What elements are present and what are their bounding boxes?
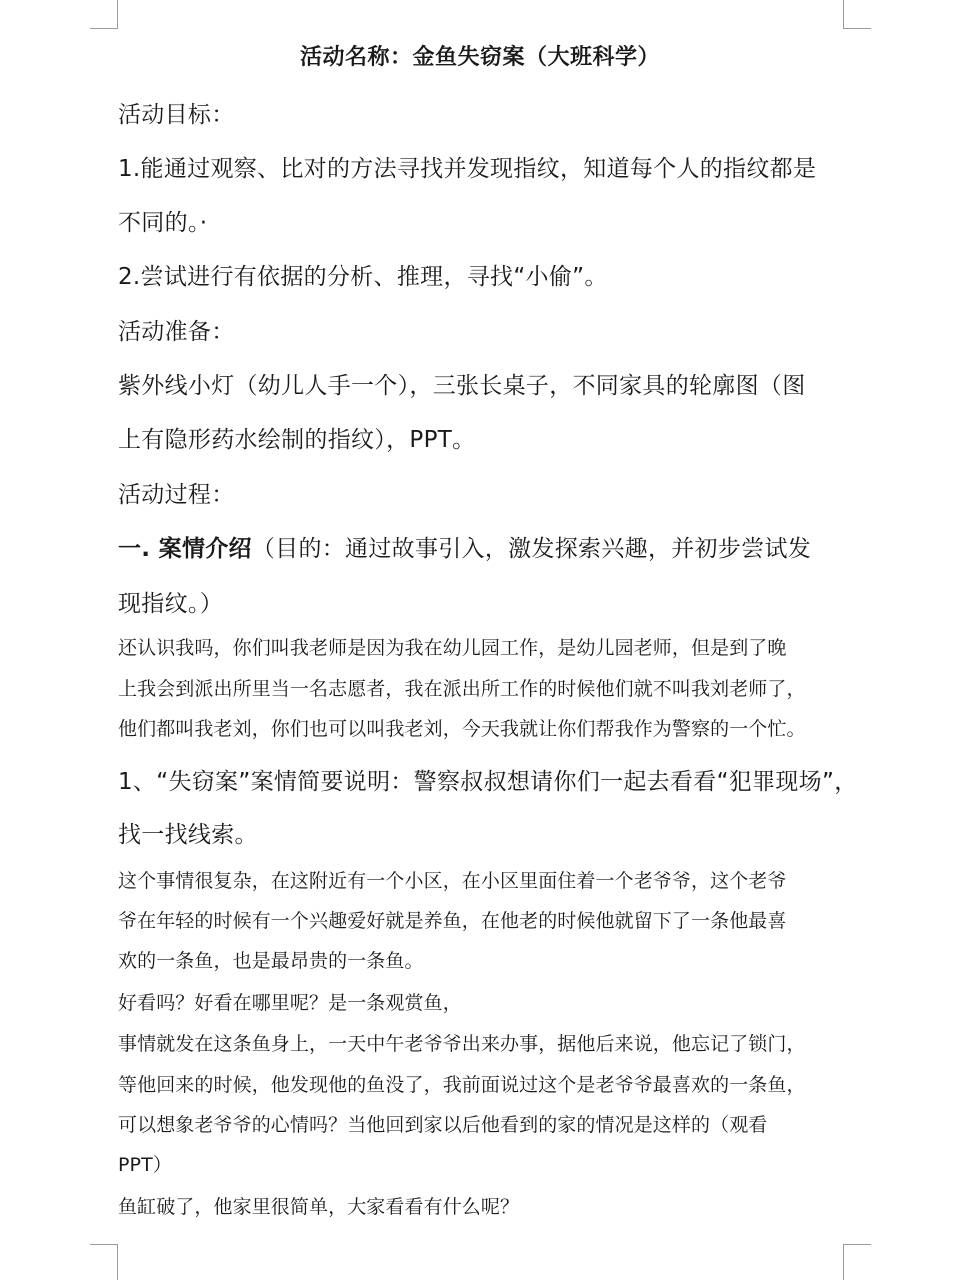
preparation-heading: 活动准备： — [118, 319, 235, 345]
intro-line-1: 还认识我吗，你们叫我老师是因为我在幼儿园工作，是幼儿园老师，但是到了晚 — [118, 637, 787, 659]
objective-1-line-1: 1.能通过观察、比对的方法寻找并发现指纹，知道每个人的指纹都是 — [118, 156, 817, 182]
page-title: 活动名称：金鱼失窃案（大班科学） — [299, 45, 660, 70]
story-line-5: 事情就发在这条鱼身上，一天中午老爷爷出来办事，据他后来说，他忘记了锁门， — [118, 1033, 806, 1055]
intro-line-3: 他们都叫我老刘，你们也可以叫我老刘，今天我就让你们帮我作为警察的一个忙。 — [118, 718, 806, 740]
crop-mark-bottom-left — [117, 1244, 118, 1280]
section-1-note: （目的：通过故事引入，激发探索兴趣，并初步尝试发 — [251, 536, 812, 562]
process-heading: 活动过程： — [118, 482, 235, 508]
case-line-2: 找一找线索。 — [118, 822, 258, 848]
section-1-title: 一. 案情介绍 — [118, 536, 252, 562]
story-line-7: 可以想象老爷爷的心情吗？当他回到家以后他看到的家的情况是这样的（观看 — [118, 1114, 768, 1136]
story-line-4: 好看吗？好看在哪里呢？是一条观赏鱼， — [118, 992, 462, 1014]
story-line-1: 这个事情很复杂，在这附近有一个小区，在小区里面住着一个老爷爷，这个老爷 — [118, 870, 787, 892]
crop-mark-top-left — [90, 28, 118, 29]
crop-mark-top-left — [117, 0, 118, 28]
section-1-heading — [118, 530, 811, 563]
preparation-line-1: 紫外线小灯（幼儿人手一个），三张长桌子，不同家具的轮廓图（图 — [118, 373, 806, 399]
crop-mark-top-right — [843, 0, 844, 28]
objective-2: 2.尝试进行有依据的分析、推理，寻找“小偷”。 — [118, 264, 608, 290]
story-line-8: PPT） — [118, 1154, 172, 1176]
crop-mark-bottom-right — [843, 1244, 871, 1245]
case-line-1: 1、“失窃案”案情简要说明：警察叔叔想请你们一起去看看“犯罪现场”， — [118, 769, 858, 795]
crop-mark-bottom-right — [843, 1244, 844, 1280]
crop-mark-top-right — [843, 28, 871, 29]
story-line-2: 爷在年轻的时候有一个兴趣爱好就是养鱼，在他老的时候他就留下了一条他最喜 — [118, 910, 787, 932]
section-1-note-line-2: 现指纹。） — [118, 591, 223, 617]
story-line-3: 欢的一条鱼，也是最昂贵的一条鱼。 — [118, 950, 424, 972]
story-line-9: 鱼缸破了，他家里很简单，大家看看有什么呢？ — [118, 1196, 520, 1218]
intro-line-2: 上我会到派出所里当一名志愿者，我在派出所工作的时候他们就不叫我刘老师了， — [118, 678, 806, 700]
objectives-heading: 活动目标： — [118, 102, 235, 128]
crop-mark-bottom-left — [90, 1244, 118, 1245]
story-line-6: 等他回来的时候，他发现他的鱼没了，我前面说过这个是老爷爷最喜欢的一条鱼， — [118, 1074, 806, 1096]
objective-1-line-2: 不同的。· — [118, 210, 208, 236]
preparation-line-2: 上有隐形药水绘制的指纹），PPT。 — [118, 427, 476, 453]
